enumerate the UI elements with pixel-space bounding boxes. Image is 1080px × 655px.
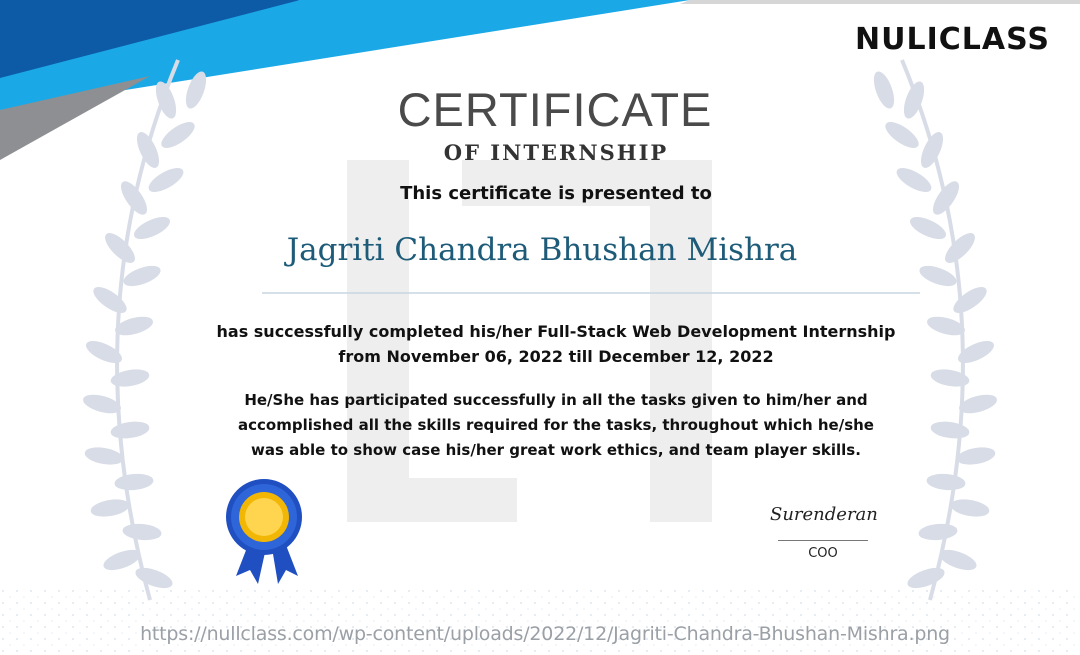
certificate-title: CERTIFICATE	[397, 83, 713, 136]
signature: Surenderan	[770, 504, 878, 525]
completion-text	[0, 319, 1080, 369]
certificate-subtitle: OF INTERNSHIP	[443, 140, 669, 165]
description-line: He/She has participated successfully in all the tasks given to him/her and	[244, 391, 868, 409]
presented-to-text: This certificate is presented to	[400, 183, 712, 204]
completion-line-1: has successfully completed his/her Full-Stack Web Development Internship	[216, 322, 896, 341]
url-overlay: https://nullclass.com/wp-content/uploads/2022/12/Jagriti-Chandra-Bhushan-Mishra.png	[140, 623, 950, 645]
award-ribbon-icon	[226, 479, 302, 584]
completion-line-2: from November 06, 2022 till December 12, 2022	[338, 347, 774, 366]
brand-logo: NULICLASS	[855, 22, 1050, 57]
signatory-role: COO	[808, 546, 838, 561]
recipient-name: Jagriti Chandra Bhushan Mishra	[286, 232, 798, 268]
description-line: was able to show case his/her great work ethics, and team player skills.	[251, 441, 861, 459]
description-paragraph	[0, 388, 1080, 463]
description-line: accomplished all the skills required for the tasks, throughout which he/she	[238, 416, 874, 434]
signature-line	[778, 540, 868, 541]
